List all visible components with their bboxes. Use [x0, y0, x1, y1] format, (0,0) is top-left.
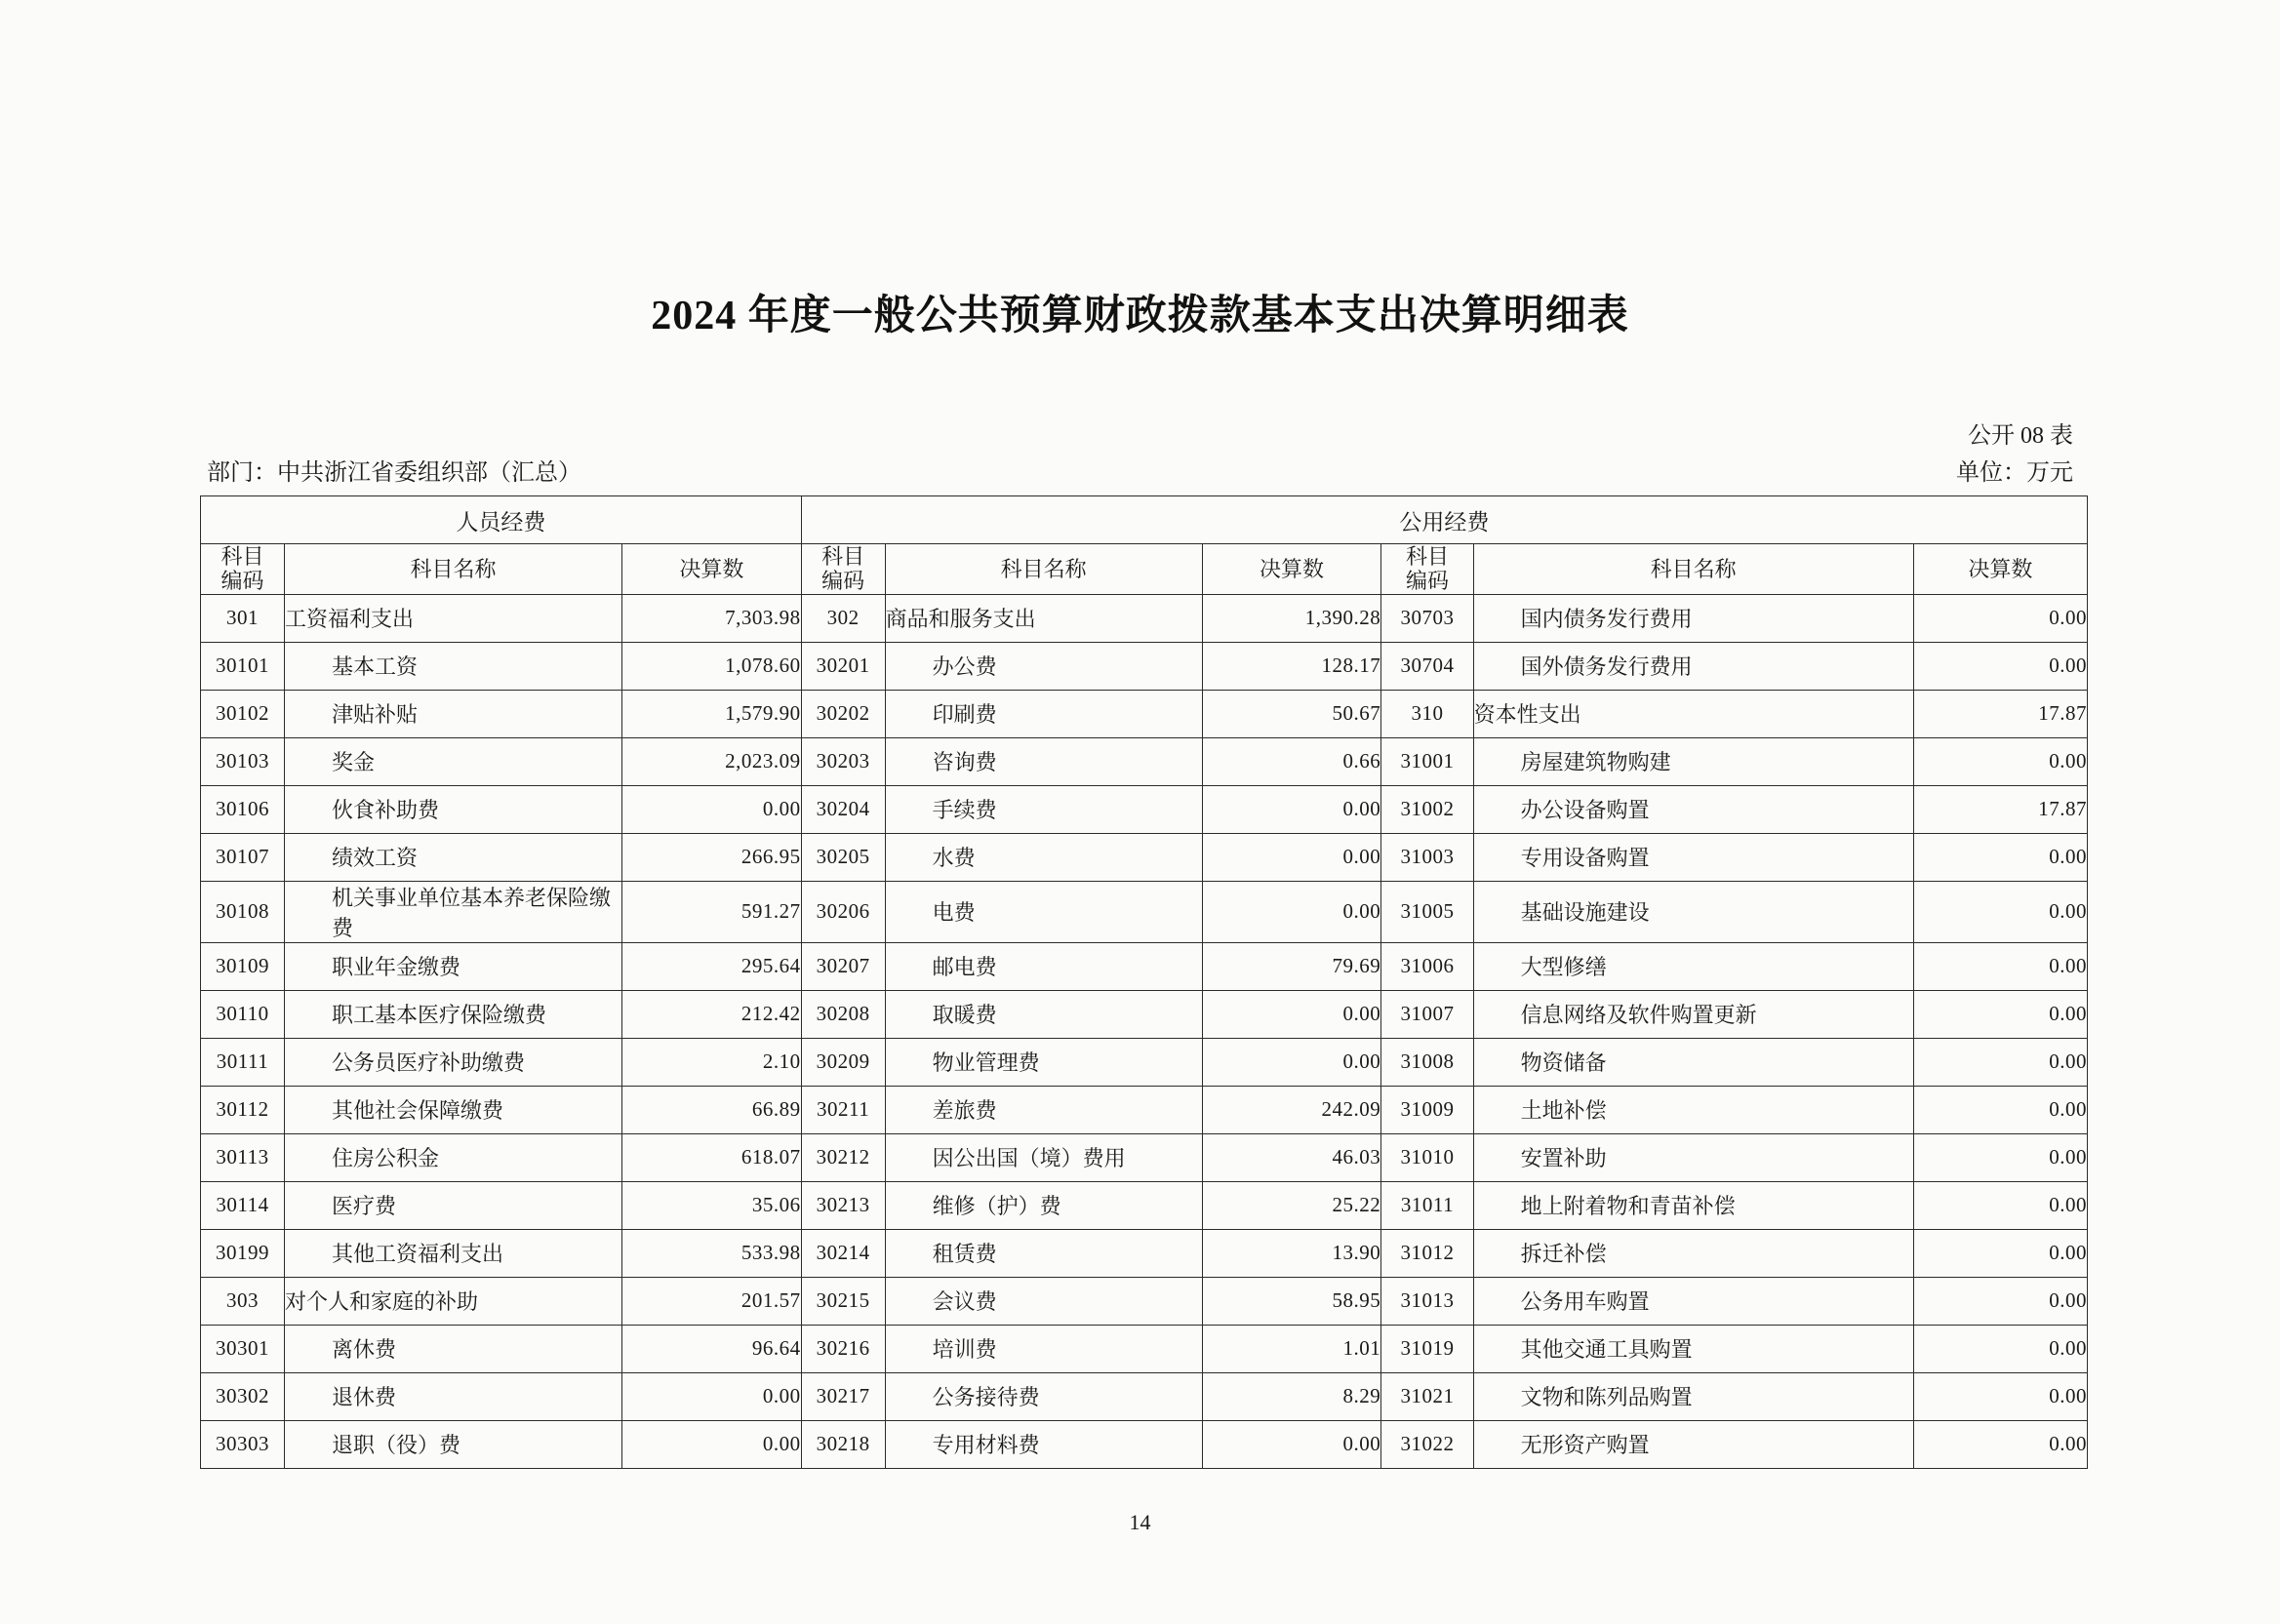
cell-amount-personnel: 212.42 — [622, 990, 802, 1038]
cell-name-goods: 公务接待费 — [885, 1372, 1202, 1420]
cell-code-goods: 302 — [801, 594, 885, 642]
table-row — [201, 833, 2088, 881]
cell-name-capital: 拆迁补偿 — [1473, 1229, 1913, 1277]
cell-name-goods: 水费 — [885, 833, 1202, 881]
cell-code-personnel: 30302 — [201, 1372, 285, 1420]
cell-code-goods: 30207 — [801, 942, 885, 990]
cell-code-capital: 310 — [1381, 690, 1473, 737]
cell-name-capital: 地上附着物和青苗补偿 — [1473, 1181, 1913, 1229]
cell-code-personnel: 30103 — [201, 737, 285, 785]
cell-amount-capital: 0.00 — [1913, 1038, 2087, 1086]
cell-name-capital: 国外债务发行费用 — [1473, 642, 1913, 690]
cell-code-personnel: 30301 — [201, 1325, 285, 1372]
form-number: 公开 08 表 — [1968, 423, 2073, 449]
cell-code-capital: 31011 — [1381, 1181, 1473, 1229]
unit-label: 单位：万元 — [1956, 460, 2073, 487]
cell-amount-personnel: 66.89 — [622, 1086, 802, 1133]
cell-name-capital: 物资储备 — [1473, 1038, 1913, 1086]
table-row — [201, 1229, 2088, 1277]
cell-amount-goods: 128.17 — [1202, 642, 1381, 690]
cell-code-capital: 30704 — [1381, 642, 1473, 690]
table-row — [201, 1133, 2088, 1181]
cell-name-capital: 公务用车购置 — [1473, 1277, 1913, 1325]
cell-name-goods: 会议费 — [885, 1277, 1202, 1325]
cell-code-goods: 30218 — [801, 1420, 885, 1468]
cell-name-goods: 邮电费 — [885, 942, 1202, 990]
cell-name-capital: 信息网络及软件购置更新 — [1473, 990, 1913, 1038]
cell-name-goods: 差旅费 — [885, 1086, 1202, 1133]
cell-name-personnel: 其他工资福利支出 — [285, 1229, 622, 1277]
table-group-header-row — [201, 496, 2088, 544]
cell-amount-goods: 0.00 — [1202, 1038, 1381, 1086]
cell-name-personnel: 对个人和家庭的补助 — [285, 1277, 622, 1325]
cell-code-personnel: 30107 — [201, 833, 285, 881]
cell-name-goods: 咨询费 — [885, 737, 1202, 785]
cell-code-goods: 30217 — [801, 1372, 885, 1420]
cell-name-capital: 无形资产购置 — [1473, 1420, 1913, 1468]
cell-code-personnel: 30112 — [201, 1086, 285, 1133]
cell-name-personnel: 退休费 — [285, 1372, 622, 1420]
cell-name-goods: 印刷费 — [885, 690, 1202, 737]
cell-amount-capital: 0.00 — [1913, 1086, 2087, 1133]
cell-code-goods: 30203 — [801, 737, 885, 785]
cell-code-personnel: 30111 — [201, 1038, 285, 1086]
cell-code-goods: 30214 — [801, 1229, 885, 1277]
cell-amount-goods: 0.00 — [1202, 833, 1381, 881]
cell-name-capital: 基础设施建设 — [1473, 881, 1913, 942]
table-body — [201, 594, 2088, 1468]
cell-name-goods: 专用材料费 — [885, 1420, 1202, 1468]
cell-name-goods: 物业管理费 — [885, 1038, 1202, 1086]
cell-code-goods: 30212 — [801, 1133, 885, 1181]
cell-code-goods: 30205 — [801, 833, 885, 881]
cell-name-personnel: 伙食补助费 — [285, 785, 622, 833]
cell-code-personnel: 30101 — [201, 642, 285, 690]
table-column-header-row — [201, 544, 2088, 595]
cell-code-goods: 30202 — [801, 690, 885, 737]
cell-name-capital: 国内债务发行费用 — [1473, 594, 1913, 642]
cell-amount-capital: 0.00 — [1913, 1229, 2087, 1277]
cell-code-capital: 31022 — [1381, 1420, 1473, 1468]
cell-amount-capital: 0.00 — [1913, 942, 2087, 990]
cell-name-goods: 取暖费 — [885, 990, 1202, 1038]
cell-name-personnel: 其他社会保障缴费 — [285, 1086, 622, 1133]
cell-amount-capital: 0.00 — [1913, 1133, 2087, 1181]
cell-code-goods: 30216 — [801, 1325, 885, 1372]
cell-code-personnel: 30109 — [201, 942, 285, 990]
cell-name-goods: 培训费 — [885, 1325, 1202, 1372]
department-label: 部门：中共浙江省委组织部（汇总） — [207, 460, 581, 486]
cell-amount-goods: 79.69 — [1202, 942, 1381, 990]
cell-amount-goods: 13.90 — [1202, 1229, 1381, 1277]
cell-amount-goods: 0.00 — [1202, 881, 1381, 942]
cell-code-personnel: 30110 — [201, 990, 285, 1038]
table-row — [201, 785, 2088, 833]
cell-amount-capital: 0.00 — [1913, 1372, 2087, 1420]
cell-amount-capital: 0.00 — [1913, 1181, 2087, 1229]
cell-name-personnel: 职业年金缴费 — [285, 942, 622, 990]
table-row — [201, 942, 2088, 990]
cell-amount-capital: 0.00 — [1913, 1277, 2087, 1325]
table-row — [201, 990, 2088, 1038]
cell-code-personnel: 30106 — [201, 785, 285, 833]
cell-code-goods: 30215 — [801, 1277, 885, 1325]
cell-amount-goods: 242.09 — [1202, 1086, 1381, 1133]
cell-name-personnel: 公务员医疗补助缴费 — [285, 1038, 622, 1086]
cell-amount-capital: 0.00 — [1913, 642, 2087, 690]
cell-amount-capital: 0.00 — [1913, 833, 2087, 881]
cell-amount-personnel: 0.00 — [622, 1372, 802, 1420]
cell-code-capital: 31012 — [1381, 1229, 1473, 1277]
cell-amount-goods: 0.00 — [1202, 1420, 1381, 1468]
cell-amount-goods: 1.01 — [1202, 1325, 1381, 1372]
cell-code-personnel: 30303 — [201, 1420, 285, 1468]
col-header-amount-goods: 决算数 — [1202, 544, 1381, 595]
cell-code-personnel: 30199 — [201, 1229, 285, 1277]
cell-code-personnel: 30102 — [201, 690, 285, 737]
cell-code-personnel: 301 — [201, 594, 285, 642]
table-row — [201, 737, 2088, 785]
cell-name-capital: 土地补偿 — [1473, 1086, 1913, 1133]
cell-amount-personnel: 35.06 — [622, 1181, 802, 1229]
cell-code-capital: 31009 — [1381, 1086, 1473, 1133]
cell-name-capital: 办公设备购置 — [1473, 785, 1913, 833]
page-title: 2024 年度一般公共预算财政拨款基本支出决算明细表 — [651, 294, 1629, 338]
cell-name-goods: 商品和服务支出 — [885, 594, 1202, 642]
cell-amount-goods: 0.00 — [1202, 990, 1381, 1038]
cell-code-goods: 30213 — [801, 1181, 885, 1229]
cell-amount-capital: 17.87 — [1913, 690, 2087, 737]
cell-amount-personnel: 1,579.90 — [622, 690, 802, 737]
cell-code-capital: 31003 — [1381, 833, 1473, 881]
table-row — [201, 642, 2088, 690]
cell-code-goods: 30204 — [801, 785, 885, 833]
cell-code-capital: 31002 — [1381, 785, 1473, 833]
cell-name-personnel: 离休费 — [285, 1325, 622, 1372]
cell-amount-personnel: 2,023.09 — [622, 737, 802, 785]
col-header-code-personnel: 科目 编码 — [201, 544, 285, 595]
cell-name-goods: 手续费 — [885, 785, 1202, 833]
cell-name-personnel: 奖金 — [285, 737, 622, 785]
cell-name-goods: 维修（护）费 — [885, 1181, 1202, 1229]
cell-amount-personnel: 591.27 — [622, 881, 802, 942]
cell-amount-capital: 0.00 — [1913, 881, 2087, 942]
cell-amount-goods: 0.66 — [1202, 737, 1381, 785]
cell-amount-goods: 0.00 — [1202, 785, 1381, 833]
cell-amount-personnel: 96.64 — [622, 1325, 802, 1372]
cell-name-personnel: 职工基本医疗保险缴费 — [285, 990, 622, 1038]
cell-code-personnel: 303 — [201, 1277, 285, 1325]
cell-name-capital: 专用设备购置 — [1473, 833, 1913, 881]
table-row — [201, 881, 2088, 942]
cell-amount-goods: 58.95 — [1202, 1277, 1381, 1325]
cell-code-capital: 30703 — [1381, 594, 1473, 642]
cell-name-personnel: 绩效工资 — [285, 833, 622, 881]
cell-name-capital: 大型修缮 — [1473, 942, 1913, 990]
cell-amount-capital: 0.00 — [1913, 594, 2087, 642]
cell-code-personnel: 30113 — [201, 1133, 285, 1181]
cell-amount-capital: 0.00 — [1913, 990, 2087, 1038]
cell-amount-capital: 0.00 — [1913, 1325, 2087, 1372]
cell-code-capital: 31019 — [1381, 1325, 1473, 1372]
table-row — [201, 1086, 2088, 1133]
cell-code-personnel: 30114 — [201, 1181, 285, 1229]
cell-code-goods: 30201 — [801, 642, 885, 690]
cell-name-capital: 安置补助 — [1473, 1133, 1913, 1181]
cell-name-personnel: 住房公积金 — [285, 1133, 622, 1181]
cell-code-goods: 30208 — [801, 990, 885, 1038]
cell-code-goods: 30209 — [801, 1038, 885, 1086]
cell-amount-goods: 8.29 — [1202, 1372, 1381, 1420]
cell-code-capital: 31013 — [1381, 1277, 1473, 1325]
group-header-public: 公用经费 — [801, 496, 2087, 544]
cell-code-capital: 31005 — [1381, 881, 1473, 942]
table-row — [201, 1277, 2088, 1325]
cell-code-capital: 31010 — [1381, 1133, 1473, 1181]
cell-name-personnel: 退职（役）费 — [285, 1420, 622, 1468]
col-header-name-goods: 科目名称 — [885, 544, 1202, 595]
cell-name-goods: 办公费 — [885, 642, 1202, 690]
cell-amount-personnel: 201.57 — [622, 1277, 802, 1325]
cell-name-capital: 资本性支出 — [1473, 690, 1913, 737]
cell-name-goods: 因公出国（境）费用 — [885, 1133, 1202, 1181]
cell-code-goods: 30206 — [801, 881, 885, 942]
cell-amount-personnel: 618.07 — [622, 1133, 802, 1181]
cell-code-capital: 31006 — [1381, 942, 1473, 990]
table-row — [201, 594, 2088, 642]
cell-name-personnel: 工资福利支出 — [285, 594, 622, 642]
cell-amount-goods: 46.03 — [1202, 1133, 1381, 1181]
cell-name-personnel: 基本工资 — [285, 642, 622, 690]
cell-name-capital: 文物和陈列品购置 — [1473, 1372, 1913, 1420]
table-row — [201, 1325, 2088, 1372]
cell-name-goods: 电费 — [885, 881, 1202, 942]
col-header-code-goods: 科目 编码 — [801, 544, 885, 595]
budget-table — [200, 495, 2088, 1469]
group-header-personnel: 人员经费 — [201, 496, 802, 544]
table-row — [201, 690, 2088, 737]
col-header-code-capital: 科目 编码 — [1381, 544, 1473, 595]
cell-name-personnel: 津贴补贴 — [285, 690, 622, 737]
table-row — [201, 1372, 2088, 1420]
table-row — [201, 1420, 2088, 1468]
col-header-name-capital: 科目名称 — [1473, 544, 1913, 595]
cell-code-capital: 31001 — [1381, 737, 1473, 785]
cell-amount-goods: 25.22 — [1202, 1181, 1381, 1229]
cell-amount-personnel: 0.00 — [622, 785, 802, 833]
cell-amount-personnel: 295.64 — [622, 942, 802, 990]
table-row — [201, 1038, 2088, 1086]
cell-code-goods: 30211 — [801, 1086, 885, 1133]
document-meta-right — [1761, 417, 2073, 493]
cell-code-capital: 31007 — [1381, 990, 1473, 1038]
cell-name-capital: 房屋建筑物购建 — [1473, 737, 1913, 785]
cell-code-personnel: 30108 — [201, 881, 285, 942]
cell-name-capital: 其他交通工具购置 — [1473, 1325, 1913, 1372]
cell-name-personnel: 医疗费 — [285, 1181, 622, 1229]
cell-code-capital: 31008 — [1381, 1038, 1473, 1086]
cell-amount-goods: 1,390.28 — [1202, 594, 1381, 642]
col-header-name-personnel: 科目名称 — [285, 544, 622, 595]
cell-amount-capital: 17.87 — [1913, 785, 2087, 833]
col-header-amount-capital: 决算数 — [1913, 544, 2087, 595]
cell-amount-personnel: 7,303.98 — [622, 594, 802, 642]
table-row — [201, 1181, 2088, 1229]
cell-amount-personnel: 533.98 — [622, 1229, 802, 1277]
cell-amount-personnel: 0.00 — [622, 1420, 802, 1468]
cell-amount-personnel: 2.10 — [622, 1038, 802, 1086]
page-number: 14 — [1129, 1510, 1151, 1534]
cell-name-personnel: 机关事业单位基本养老保险缴费 — [285, 881, 622, 942]
cell-amount-personnel: 266.95 — [622, 833, 802, 881]
cell-code-capital: 31021 — [1381, 1372, 1473, 1420]
cell-amount-capital: 0.00 — [1913, 737, 2087, 785]
cell-amount-capital: 0.00 — [1913, 1420, 2087, 1468]
col-header-amount-personnel: 决算数 — [622, 544, 802, 595]
cell-amount-goods: 50.67 — [1202, 690, 1381, 737]
cell-amount-personnel: 1,078.60 — [622, 642, 802, 690]
cell-name-goods: 租赁费 — [885, 1229, 1202, 1277]
